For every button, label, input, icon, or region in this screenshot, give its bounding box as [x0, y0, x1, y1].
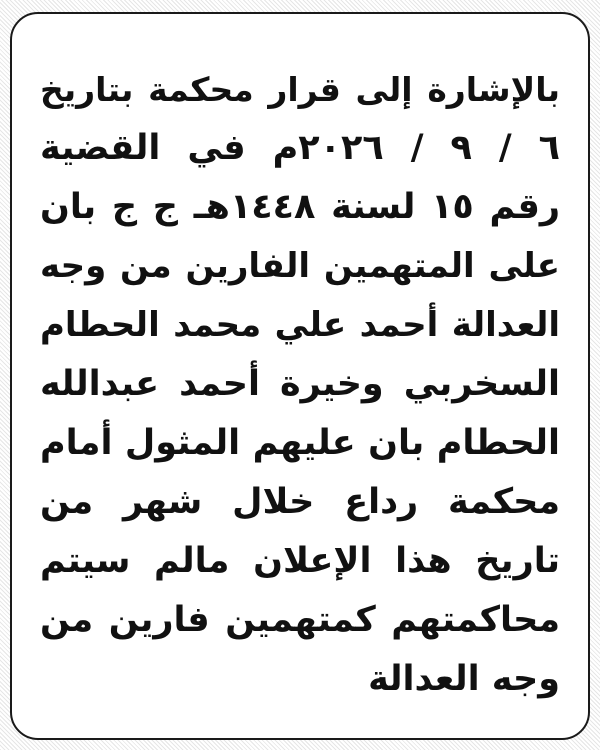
- notice-box: [10, 12, 590, 740]
- notice-line: وجه العدالة: [368, 659, 560, 699]
- notice-body: [40, 60, 560, 709]
- notice-line: تاريخ هذا الإعلان مالم سيتم: [40, 541, 560, 581]
- notice-line: على المتهمين الفارين من وجه: [40, 246, 560, 286]
- notice-line: السخربي وخيرة أحمد عبدالله: [40, 364, 560, 404]
- notice-line: محاكمتهم كمتهمين فارين من: [40, 600, 560, 640]
- notice-line: محكمة رداع خلال شهر من: [40, 482, 560, 522]
- notice-line: العدالة أحمد علي محمد الحطام: [40, 305, 560, 345]
- notice-line: الحطام بان عليهم المثول أمام: [40, 423, 560, 463]
- notice-line: ٦ / ٩ / ٢٠٢٦م في القضية: [40, 128, 561, 168]
- notice-line: رقم ١٥ لسنة ١٤٤٨هـ ج ج بان: [40, 187, 561, 227]
- notice-line: بالإشارة إلى قرار محكمة بتاريخ: [40, 70, 560, 109]
